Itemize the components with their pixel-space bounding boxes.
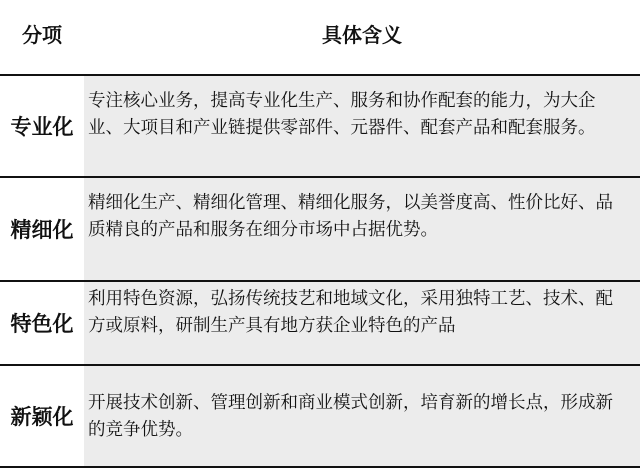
header-category: 分项 [22, 23, 62, 47]
row-label: 专业化 [10, 115, 74, 139]
table-row [0, 282, 640, 364]
row-label: 特色化 [10, 312, 74, 336]
table-row [0, 178, 640, 280]
table-row [0, 366, 640, 466]
row-description: 专注核心业务，提高专业化生产、服务和协作配套的能力，为大企业、大项目和产业链提供零部件、元器件、配套产品和配套服务。 [84, 76, 640, 176]
row-label: 新颖化 [10, 405, 74, 429]
table-row [0, 76, 640, 176]
row-description: 精细化生产、精细化管理、精细化服务，以美誉度高、性价比好、品质精良的产品和服务在细分市场中占据优势。 [84, 178, 640, 280]
table-bottom-border [0, 466, 640, 468]
row-label: 精细化 [10, 218, 74, 242]
table-header [0, 0, 640, 76]
header-meaning: 具体含义 [322, 23, 402, 47]
row-description: 利用特色资源，弘扬传统技艺和地域文化，采用独特工艺、技术、配方或原料，研制生产具有地方获企业特色的产品 [84, 282, 640, 364]
row-description: 开展技术创新、管理创新和商业模式创新，培育新的增长点，形成新的竞争优势。 [84, 366, 640, 466]
